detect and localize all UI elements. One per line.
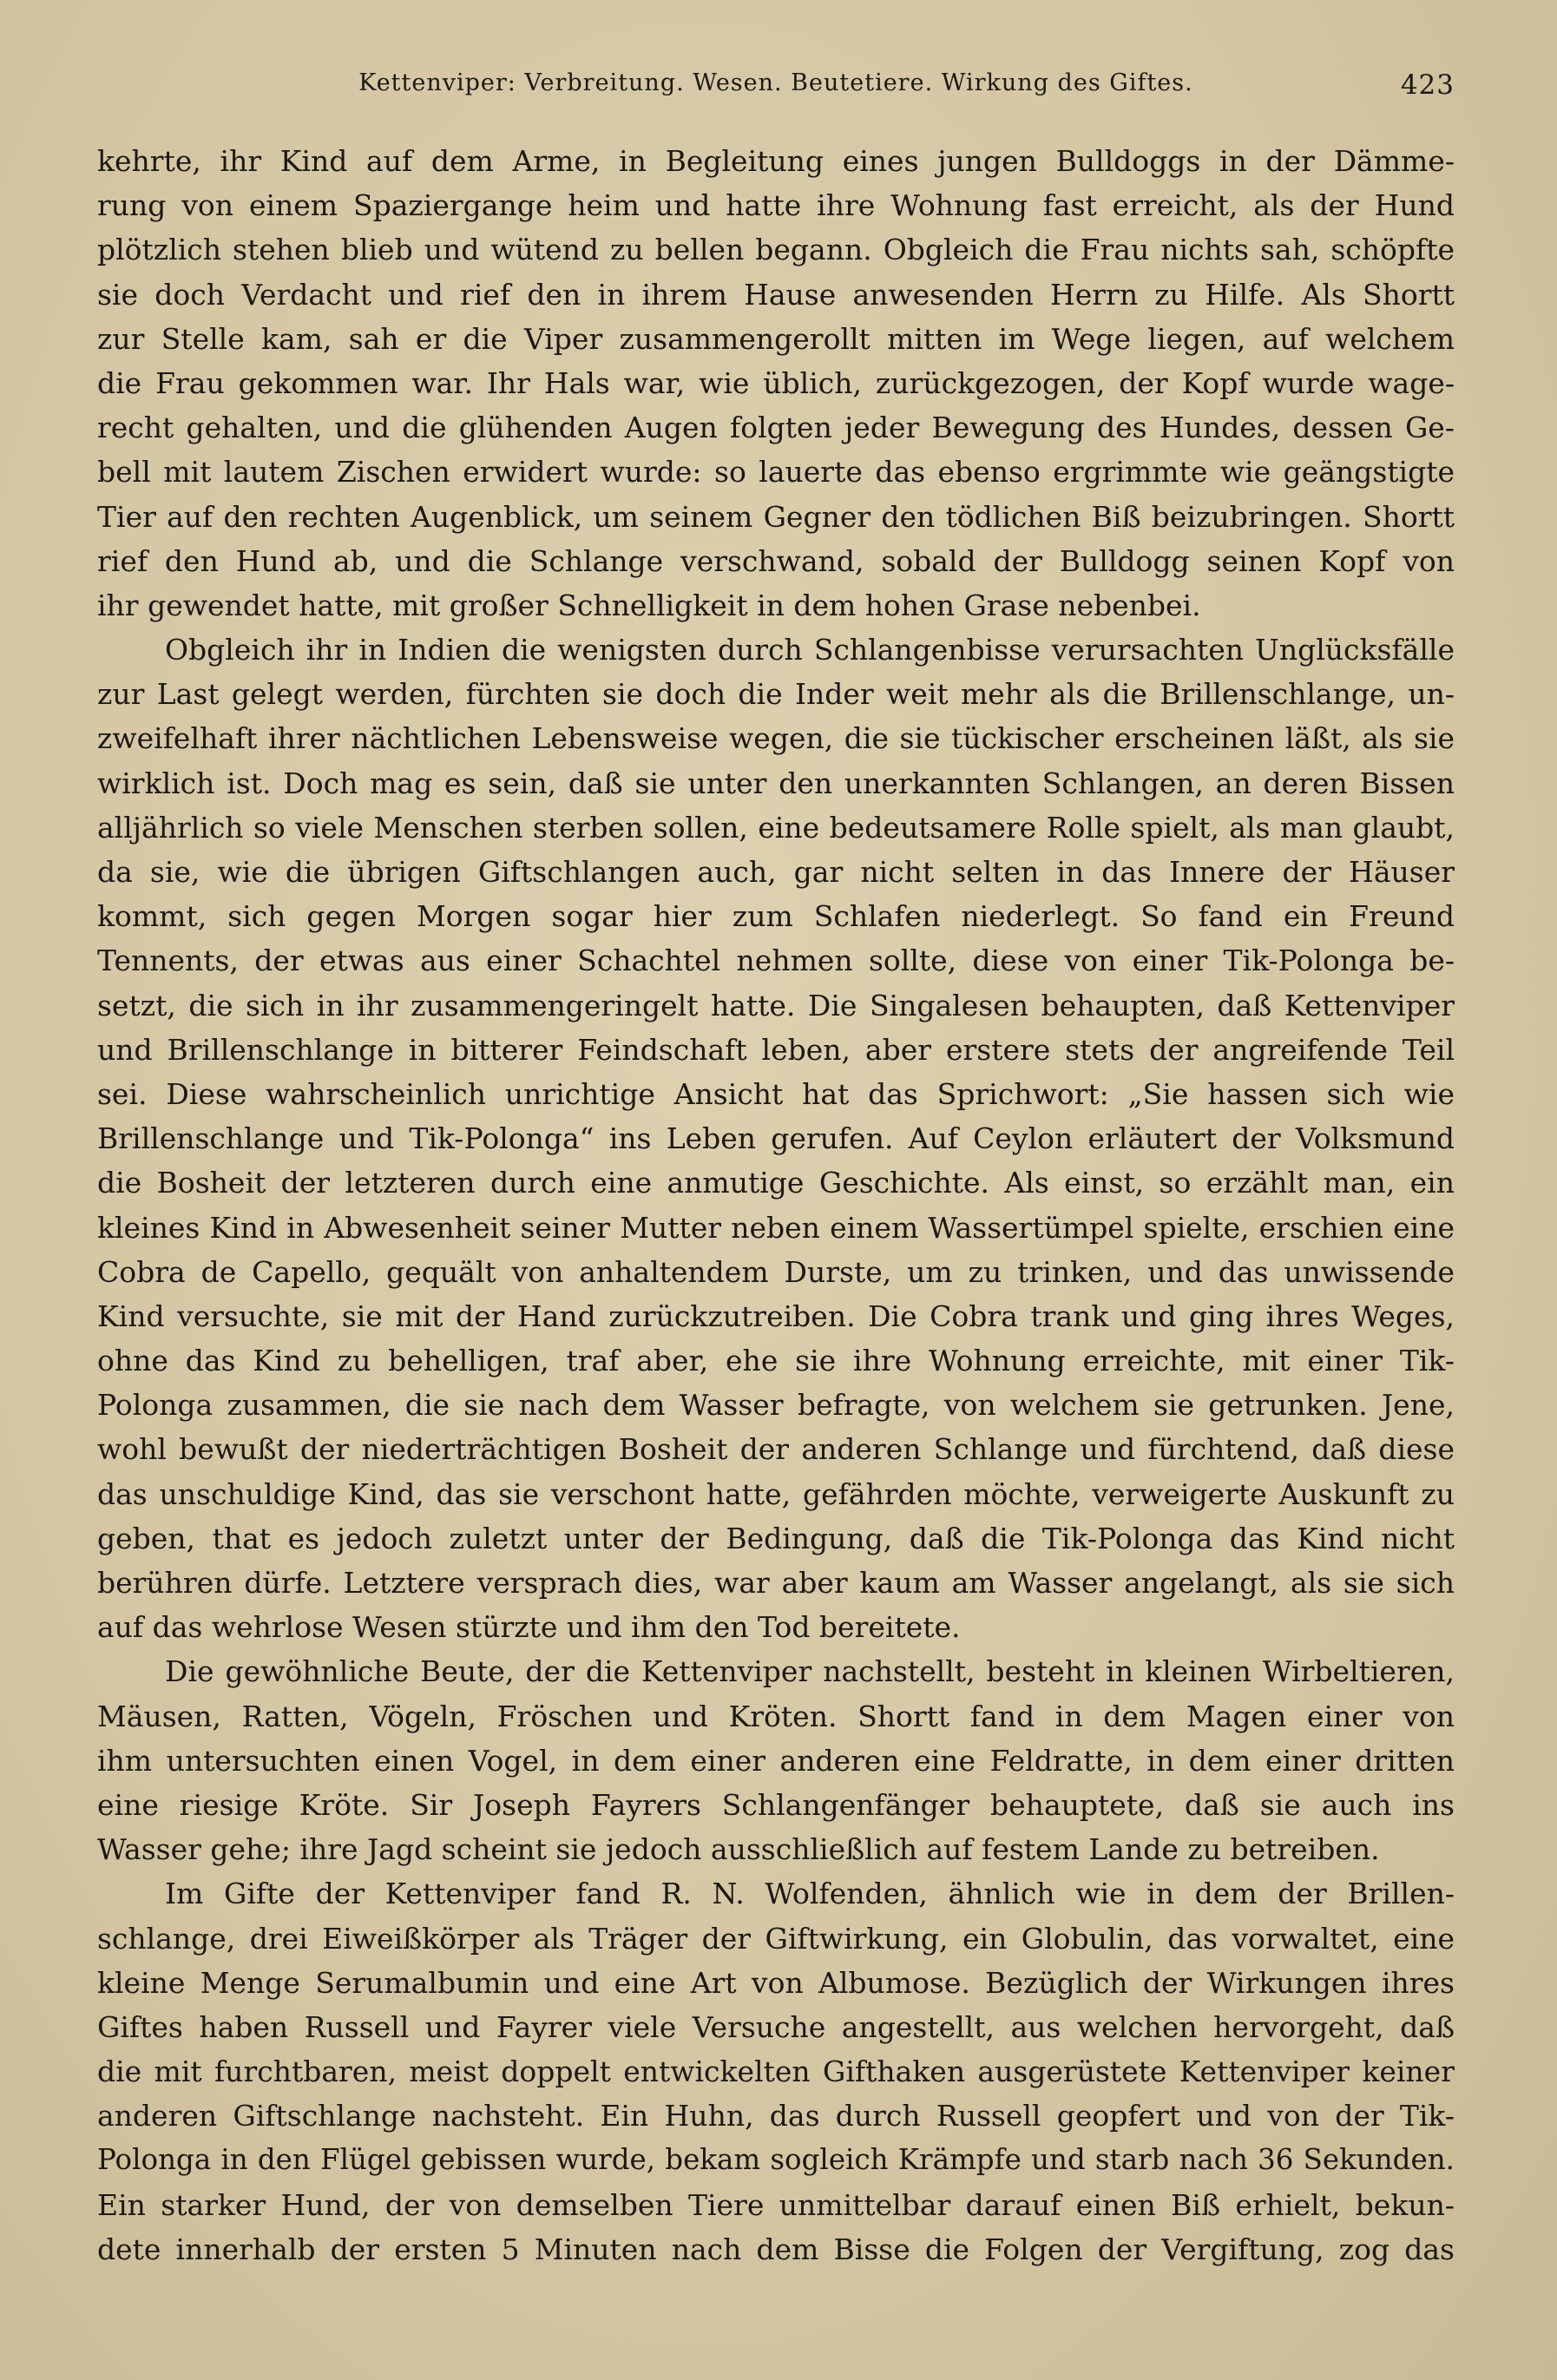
text-line: Die gewöhnliche Beute, der die Kettenviper nachstellt, besteht in kleinen Wirbeltieren, bbox=[165, 1654, 1455, 1689]
text-line: sei. Diese wahrscheinlich unrichtige Ansicht hat das Sprichwort: „Sie hassen sich wie bbox=[97, 1076, 1455, 1111]
text-line: Wasser gehe; ihre Jagd scheint sie jedoch ausschließlich auf festem Lande zu betreiben. bbox=[97, 1832, 1380, 1867]
text-line: auf das wehrlose Wesen stürzte und ihm den Tod bereitete. bbox=[97, 1610, 961, 1645]
text-line: plötzlich stehen blieb und wütend zu bellen begann. Obgleich die Frau nichts sah, schöpfte bbox=[97, 233, 1455, 267]
text-line: Tier auf den rechten Augenblick, um seinem Gegner den tödlichen Biß beizubringen. Shortt bbox=[97, 499, 1455, 534]
text-line: kleine Menge Serumalbumin und eine Art von Albumose. Bezüglich der Wirkungen ihres bbox=[97, 1965, 1455, 2000]
text-line: zur Last gelegt werden, fürchten sie doch die Inder weit mehr als die Brillenschlange, un- bbox=[97, 677, 1455, 712]
text-line: schlange, drei Eiweißkörper als Träger der Giftwirkung, ein Globulin, das vorwaltet, eine bbox=[97, 1921, 1455, 1956]
text-line: kleines Kind in Abwesenheit seiner Mutter neben einem Wassertümpel spielte, erschien eine bbox=[97, 1210, 1455, 1245]
text-line: Polonga in den Flügel gebissen wurde, bekam sogleich Krämpfe und starb nach 36 Sekunden. bbox=[97, 2143, 1455, 2177]
text-line: Cobra de Capello, gequält von anhaltendem Durste, um zu trinken, und das unwissende bbox=[97, 1254, 1455, 1289]
text-line: Mäusen, Ratten, Vögeln, Fröschen und Kröten. Shortt fand in dem Magen einer von bbox=[97, 1699, 1455, 1733]
text-line: zur Stelle kam, sah er die Viper zusammengerollt mitten im Wege liegen, auf welchem bbox=[97, 321, 1455, 356]
text-line: sie doch Verdacht und rief den in ihrem Hause anwesenden Herrn zu Hilfe. Als Shortt bbox=[97, 277, 1455, 312]
text-line: dete innerhalb der ersten 5 Minuten nach dem Bisse die Folgen der Vergiftung, zog das bbox=[97, 2232, 1455, 2266]
text-line: geben, that es jedoch zuletzt unter der Bedingung, daß die Tik-Polonga das Kind nicht bbox=[97, 1521, 1455, 1555]
text-line: die mit furchtbaren, meist doppelt entwickelten Gifthaken ausgerüstete Kettenviper keiner bbox=[97, 2055, 1455, 2089]
body-text bbox=[97, 139, 1455, 2272]
text-line: wohl bewußt der niederträchtigen Bosheit der anderen Schlange und fürchtend, daß diese bbox=[97, 1432, 1455, 1467]
text-line: Im Gifte der Kettenviper fand R. N. Wolfenden, ähnlich wie in dem der Brillen- bbox=[165, 1877, 1455, 1911]
text-line: Polonga zusammen, die sie nach dem Wasser befragte, von welchem sie getrunken. Jene, bbox=[97, 1388, 1455, 1423]
text-line: rung von einem Spaziergange heim und hatte ihre Wohnung fast erreicht, als der Hund bbox=[97, 188, 1455, 223]
text-line: und Brillenschlange in bitterer Feindschaft leben, aber erstere stets der angreifende Teil bbox=[97, 1032, 1455, 1067]
text-line: die Frau gekommen war. Ihr Hals war, wie üblich, zurückgezogen, der Kopf wurde wage- bbox=[97, 365, 1455, 400]
text-line: eine riesige Kröte. Sir Joseph Fayrers Schlangenfänger behauptete, daß sie auch ins bbox=[97, 1787, 1455, 1822]
text-line: die Bosheit der letzteren durch eine anmutige Geschichte. Als einst, so erzählt man, ein bbox=[97, 1166, 1455, 1200]
running-header bbox=[97, 69, 1455, 108]
text-line: setzt, die sich in ihr zusammengeringelt hatte. Die Singalesen behaupten, daß Kettenviper bbox=[97, 988, 1455, 1022]
text-line: ihr gewendet hatte, mit großer Schnelligkeit in dem hohen Grase nebenbei. bbox=[97, 588, 1201, 622]
text-line: Tennents, der etwas aus einer Schachtel nehmen sollte, diese von einer Tik-Polonga be- bbox=[97, 943, 1455, 978]
text-line: Brillenschlange und Tik-Polonga“ ins Leben gerufen. Auf Ceylon erläutert der Volksmund bbox=[97, 1121, 1455, 1156]
text-line: kehrte, ihr Kind auf dem Arme, in Begleitung eines jungen Bulldoggs in der Dämme- bbox=[97, 144, 1455, 178]
text-line: Kind versuchte, sie mit der Hand zurückzutreiben. Die Cobra trank und ging ihres Weges, bbox=[97, 1298, 1455, 1333]
text-line: Ein starker Hund, der von demselben Tiere unmittelbar darauf einen Biß erhielt, bekun- bbox=[97, 2187, 1455, 2222]
text-line: rief den Hund ab, und die Schlange verschwand, sobald der Bulldogg seinen Kopf von bbox=[97, 543, 1455, 578]
text-line: Giftes haben Russell und Fayrer viele Versuche angestellt, aus welchen hervorgeht, daß bbox=[97, 2009, 1455, 2044]
text-line: recht gehalten, und die glühenden Augen folgten jeder Bewegung des Hundes, dessen Ge- bbox=[97, 411, 1455, 445]
text-line: bell mit lautem Zischen erwidert wurde: so lauerte das ebenso ergrimmte wie geängstigte bbox=[97, 455, 1455, 490]
text-line: das unschuldige Kind, das sie verschont hatte, gefährden möchte, verweigerte Auskunft zu bbox=[97, 1476, 1455, 1511]
text-line: zweifelhaft ihrer nächtlichen Lebensweise wegen, die sie tückischer erscheinen läßt, als sie bbox=[97, 721, 1455, 756]
text-line: kommt, sich gegen Morgen sogar hier zum Schlafen niederlegt. So fand ein Freund bbox=[97, 899, 1455, 934]
text-line: Obgleich ihr in Indien die wenigsten durch Schlangenbisse verursachten Unglücksfälle bbox=[165, 633, 1455, 667]
text-line: wirklich ist. Doch mag es sein, daß sie unter den unerkannten Schlangen, an deren Bissen bbox=[97, 766, 1455, 800]
running-title: Kettenviper: Verbreitung. Wesen. Beutetiere. Wirkung des Giftes. bbox=[358, 69, 1193, 96]
text-line: berühren dürfe. Letztere versprach dies, war aber kaum am Wasser angelangt, als sie sich bbox=[97, 1566, 1455, 1600]
page-number: 423 bbox=[1400, 69, 1455, 101]
text-line: ihm untersuchten einen Vogel, in dem einer anderen eine Feldratte, in dem einer dritten bbox=[97, 1743, 1455, 1778]
text-line: alljährlich so viele Menschen sterben sollen, eine bedeutsamere Rolle spielt, als man glaubt, bbox=[97, 810, 1455, 845]
text-line: ohne das Kind zu behelligen, traf aber, ehe sie ihre Wohnung erreichte, mit einer Tik- bbox=[97, 1344, 1455, 1378]
text-line: da sie, wie die übrigen Giftschlangen auch, gar nicht selten in das Innere der Häuser bbox=[97, 855, 1455, 889]
text-line: anderen Giftschlange nachsteht. Ein Huhn, das durch Russell geopfert und von der Tik- bbox=[97, 2099, 1455, 2133]
